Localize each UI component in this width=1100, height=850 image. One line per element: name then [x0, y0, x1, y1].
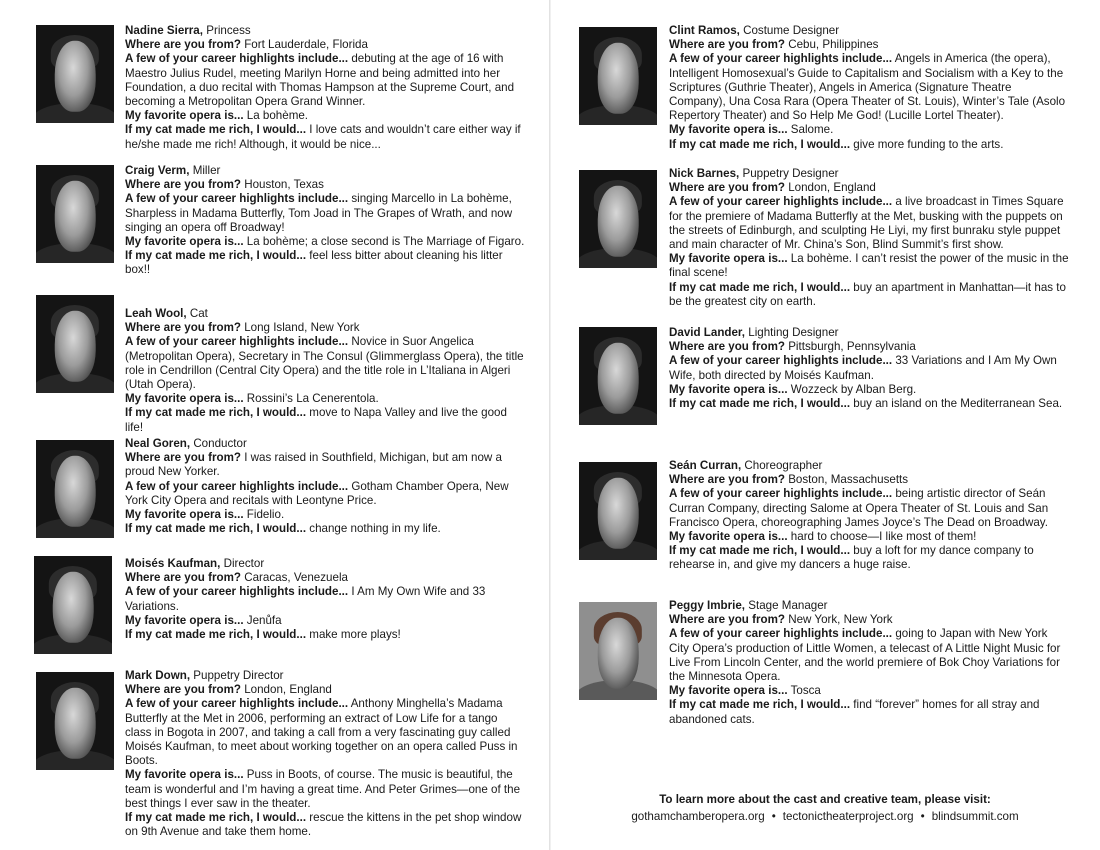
- bio-career: being artistic director of Seán Curran Company, directing Salome at Opera Theater of St. Louis and San Francisco Opera, choreographing James Joyce’s The Dead on Broadway.: [669, 487, 1049, 529]
- label-favorite: My favorite opera is...: [125, 613, 244, 627]
- label-cat: If my cat made me rich, I would...: [669, 397, 851, 411]
- bio-career: 33 Variations and I Am My Own Wife, both directed by Moisés Kaufman.: [669, 354, 1057, 382]
- bio-favorite: Tosca: [790, 684, 821, 698]
- bio-name: Craig Verm,: [125, 164, 190, 177]
- bio-favorite: Rossini’s La Cenerentola.: [246, 392, 379, 406]
- bio-career: I Am My Own Wife and 33 Variations.: [125, 585, 486, 613]
- label-favorite: My favorite opera is...: [125, 392, 244, 406]
- label-favorite: My favorite opera is...: [125, 508, 244, 522]
- bio-favorite: La bohème. I can’t resist the power of the music in the final scene!: [669, 252, 1069, 280]
- label-cat: If my cat made me rich, I would...: [125, 123, 307, 137]
- headshot-photo: [579, 327, 657, 425]
- label-career: A few of your career highlights include...: [669, 52, 893, 66]
- label-where: Where are you from?: [125, 571, 241, 585]
- bio-text: [125, 307, 525, 435]
- bio-where: New York, New York: [788, 613, 893, 627]
- label-favorite: My favorite opera is...: [125, 235, 244, 249]
- bio-text: [669, 599, 1069, 727]
- label-career: A few of your career highlights include...: [125, 479, 349, 493]
- headshot-photo: [36, 440, 114, 538]
- label-where: Where are you from?: [669, 181, 785, 195]
- label-cat: If my cat made me rich, I would...: [125, 249, 307, 263]
- bio-text: [669, 24, 1069, 152]
- label-where: Where are you from?: [669, 613, 785, 627]
- footer: [575, 791, 1075, 825]
- label-career: A few of your career highlights include...: [669, 487, 893, 501]
- bio-where: Caracas, Venezuela: [244, 571, 348, 585]
- bio-where: Houston, Texas: [244, 178, 324, 192]
- label-cat: If my cat made me rich, I would...: [125, 811, 307, 825]
- bio-where: London, England: [244, 683, 332, 697]
- label-where: Where are you from?: [125, 38, 241, 52]
- label-favorite: My favorite opera is...: [669, 252, 788, 266]
- headshot-photo: [579, 170, 657, 268]
- bio-text: [125, 164, 525, 278]
- label-favorite: My favorite opera is...: [125, 768, 244, 782]
- label-cat: If my cat made me rich, I would...: [125, 406, 307, 420]
- headshot-photo: [579, 462, 657, 560]
- bio-text: [125, 557, 525, 642]
- bio-career: going to Japan with New York City Opera’s production of Little Women, a telecast of A Little Night Music for Live From Lincoln Center, and the world premiere of Bok Choy Variations for the Minnesota Opera.: [669, 627, 1061, 684]
- bio-name: Mark Down,: [125, 669, 191, 682]
- bio-role: Choreographer: [744, 459, 823, 472]
- label-favorite: My favorite opera is...: [669, 123, 788, 137]
- bio-text: [125, 669, 525, 839]
- headshot-photo: [36, 295, 114, 393]
- label-favorite: My favorite opera is...: [669, 382, 788, 396]
- bio-role: Puppetry Director: [193, 669, 284, 682]
- bio-career: singing Marcello in La bohème, Sharpless in Madama Butterfly, Tom Joad in The Grapes of Wrath, and now singing an opera off Broadway!: [125, 192, 513, 234]
- bio-cat: give more funding to the arts.: [853, 137, 1004, 151]
- label-favorite: My favorite opera is...: [669, 684, 788, 698]
- bio-name: Clint Ramos,: [669, 24, 740, 37]
- bio-role: Miller: [192, 164, 221, 177]
- footer-links: [575, 808, 1075, 825]
- label-favorite: My favorite opera is...: [669, 530, 788, 544]
- label-favorite: My favorite opera is...: [125, 109, 244, 123]
- bio-favorite: La bohème; a close second is The Marriage of Figaro.: [246, 235, 525, 249]
- page-fold: [549, 0, 551, 850]
- label-career: A few of your career highlights include...: [669, 195, 893, 209]
- footer-link-blindsummit[interactable]: blindsummit.com: [931, 810, 1019, 823]
- label-cat: If my cat made me rich, I would...: [125, 628, 307, 642]
- bio-role: Puppetry Designer: [742, 167, 839, 180]
- label-career: A few of your career highlights include...: [669, 627, 893, 641]
- bio-cat: buy a loft for my dance company to rehearse in, and give my dancers a huge raise.: [669, 544, 1034, 572]
- bio-role: Costume Designer: [743, 24, 840, 37]
- bio-name: Moisés Kaufman,: [125, 557, 221, 570]
- label-where: Where are you from?: [669, 473, 785, 487]
- bio-cat: move to Napa Valley and live the good life!: [125, 406, 507, 434]
- label-cat: If my cat made me rich, I would...: [669, 544, 851, 558]
- bio-cat: find “forever” homes for all stray and abandoned cats.: [669, 698, 1040, 726]
- bio-career: debuting at the age of 16 with Maestro Julius Rudel, meeting Marilyn Horne and being admitted into her Foundation, a duo recital with Thomas Hampson at the Supreme Court, and becoming a Metropolitan Opera Grand Winner.: [125, 52, 515, 109]
- label-career: A few of your career highlights include...: [125, 585, 349, 599]
- footer-link-tectonic[interactable]: tectonictheaterproject.org: [782, 810, 914, 823]
- bio-role: Conductor: [193, 437, 247, 450]
- bio-where: London, England: [788, 181, 876, 195]
- label-career: A few of your career highlights include...: [125, 52, 349, 66]
- bio-favorite: La bohème.: [246, 109, 309, 123]
- bio-name: Peggy Imbrie,: [669, 599, 746, 612]
- bio-text: [125, 24, 525, 152]
- bio-where: Long Island, New York: [244, 321, 360, 335]
- bio-career: Angels in America (the opera), Intelligent Homosexual’s Guide to Capitalism and Socialism with a Key to the Scriptures (Guthrie Theater), Angels in America (Signature Theatre Company), Una Cosa Rara (Opera Theater of St. Louis), Winter’s Tale (Asolo Repertory Theater) and So Help Me God! (Lucille Lortel Theater).: [669, 52, 1066, 123]
- bio-role: Lighting Designer: [748, 326, 839, 339]
- headshot-photo: [34, 556, 112, 654]
- bio-cat: I love cats and wouldn’t care either way if he/she made me rich! Although, it would be nice...: [125, 123, 521, 151]
- bio-career: Gotham Chamber Opera, New York City Opera and recitals with Leontyne Price.: [125, 479, 509, 507]
- bio-role: Princess: [206, 24, 251, 37]
- bio-cat: make more plays!: [309, 628, 401, 642]
- headshot-photo: [36, 25, 114, 123]
- bio-where: I was raised in Southfield, Michigan, but am now a proud New Yorker.: [125, 451, 502, 479]
- bio-where: Fort Lauderdale, Florida: [244, 38, 368, 52]
- bio-role: Director: [223, 557, 265, 570]
- label-cat: If my cat made me rich, I would...: [669, 280, 851, 294]
- bio-text: [669, 326, 1069, 411]
- label-where: Where are you from?: [669, 340, 785, 354]
- bio-name: David Lander,: [669, 326, 746, 339]
- bio-text: [669, 459, 1069, 573]
- label-where: Where are you from?: [125, 178, 241, 192]
- bio-favorite: Jenůfa: [246, 613, 282, 627]
- label-cat: If my cat made me rich, I would...: [669, 698, 851, 712]
- bio-name: Leah Wool,: [125, 307, 187, 320]
- footer-link-gotham[interactable]: gothamchamberopera.org: [631, 810, 765, 823]
- bio-favorite: hard to choose—I like most of them!: [790, 530, 977, 544]
- label-career: A few of your career highlights include...: [125, 697, 349, 711]
- label-where: Where are you from?: [125, 321, 241, 335]
- headshot-photo: [36, 672, 114, 770]
- label-where: Where are you from?: [125, 451, 241, 465]
- bio-favorite: Puss in Boots, of course. The music is beautiful, the team is wonderful and I’m having a great time. And Peter Grimes—one of the best things I ever saw in the theater.: [125, 768, 521, 810]
- footer-heading: To learn more about the cast and creative team, please visit:: [659, 793, 991, 806]
- bio-cat: rescue the kittens in the pet shop window on 9th Avenue and take them home.: [125, 811, 522, 839]
- headshot-photo: [36, 165, 114, 263]
- label-career: A few of your career highlights include...: [669, 354, 893, 368]
- bio-where: Cebu, Philippines: [788, 38, 879, 52]
- footer-separator: •: [771, 810, 776, 823]
- bio-text: [669, 167, 1069, 309]
- label-career: A few of your career highlights include...: [125, 192, 349, 206]
- bio-cat: change nothing in my life.: [309, 522, 441, 536]
- bio-career: Anthony Minghella’s Madama Butterfly at the Met in 2006, performing an extract of Low Life for a tango class in Bogota in 2007, and taking a call from a very fascinating guy called Moisés Kaufman, to meet about working together on an opera called Puss in Boots.: [125, 697, 518, 768]
- bio-cat: buy an island on the Mediterranean Sea.: [853, 397, 1063, 411]
- bio-cat: feel less bitter about cleaning his litter box!!: [125, 249, 503, 277]
- bio-favorite: Salome.: [790, 123, 834, 137]
- bio-where: Pittsburgh, Pennsylvania: [788, 340, 916, 354]
- bio-text: [125, 437, 525, 536]
- bio-role: Cat: [189, 307, 208, 320]
- bio-name: Nick Barnes,: [669, 167, 740, 180]
- label-where: Where are you from?: [669, 38, 785, 52]
- bio-name: Seán Curran,: [669, 459, 742, 472]
- bio-where: Boston, Massachusetts: [788, 473, 909, 487]
- bio-career: Novice in Suor Angelica (Metropolitan Opera), Secretary in The Consul (Glimmerglass Opera), the title role in Cendrillon (Central City Opera) and the title role in L’Italiana in Algeri (Utah Opera).: [125, 335, 524, 392]
- bio-favorite: Fidelio.: [246, 508, 285, 522]
- bio-name: Neal Goren,: [125, 437, 191, 450]
- label-career: A few of your career highlights include...: [125, 335, 349, 349]
- bio-favorite: Wozzeck by Alban Berg.: [790, 382, 917, 396]
- label-cat: If my cat made me rich, I would...: [125, 522, 307, 536]
- headshot-photo: [579, 602, 657, 700]
- headshot-photo: [579, 27, 657, 125]
- bio-name: Nadine Sierra,: [125, 24, 203, 37]
- label-cat: If my cat made me rich, I would...: [669, 137, 851, 151]
- footer-separator: •: [920, 810, 925, 823]
- bio-cat: buy an apartment in Manhattan—it has to be the greatest city on earth.: [669, 280, 1066, 308]
- label-where: Where are you from?: [125, 683, 241, 697]
- bio-role: Stage Manager: [748, 599, 828, 612]
- bio-career: a live broadcast in Times Square for the premiere of Madama Butterfly at the Met, busking with the puppets on the streets of Edinburgh, and sculpting He Liyi, my first bunraku style puppet and main character of Mr. China’s Son, Blind Summit’s first show.: [669, 195, 1064, 252]
